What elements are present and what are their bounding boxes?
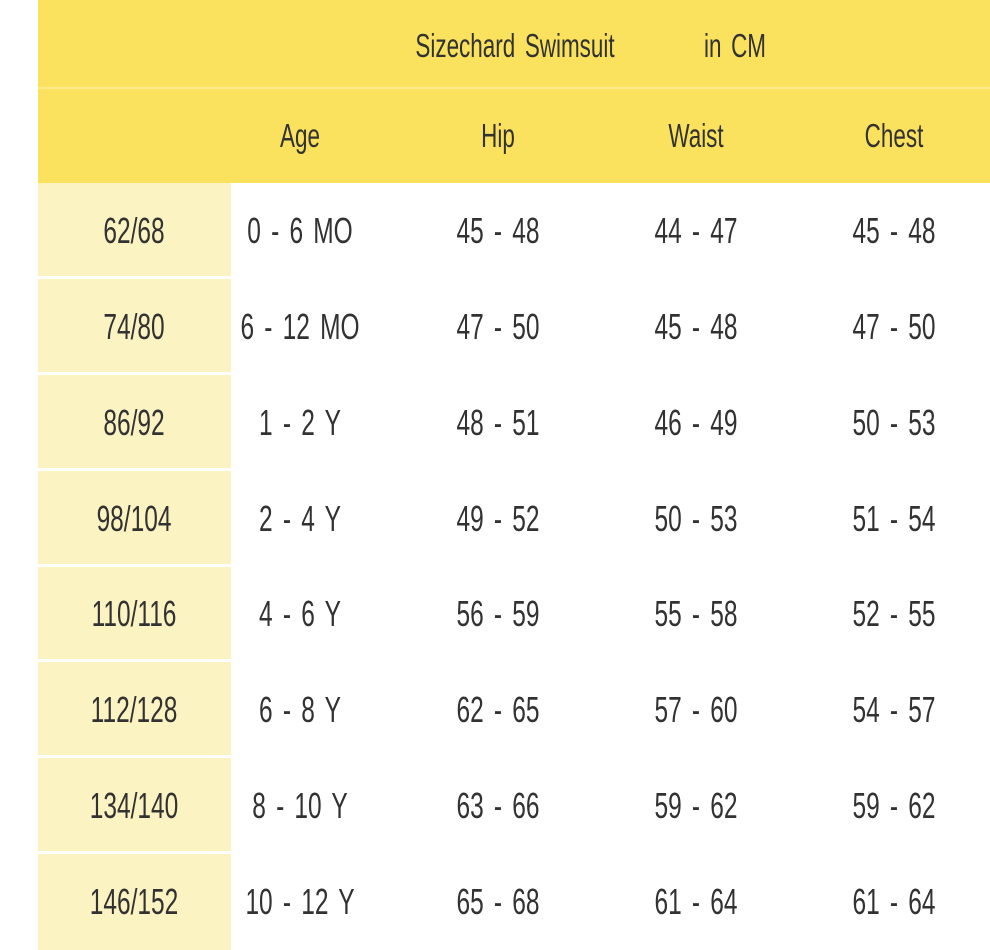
table-row [38, 375, 990, 471]
size-cell: 62/68 [103, 209, 165, 251]
waist-cell: 46 - 49 [654, 401, 738, 443]
age-cell: 4 - 6 Y [259, 593, 341, 635]
waist-cell: 61 - 64 [654, 881, 738, 923]
hip-cell: 65 - 68 [456, 881, 540, 923]
hip-cell: 49 - 52 [456, 497, 540, 539]
table-row [38, 183, 990, 279]
table-body [38, 183, 990, 950]
hip-cell: 63 - 66 [456, 785, 540, 827]
table-row [38, 758, 990, 854]
size-cell: 98/104 [96, 497, 172, 539]
hip-cell: 48 - 51 [456, 401, 540, 443]
waist-cell: 45 - 48 [654, 305, 738, 347]
chest-cell: 45 - 48 [852, 209, 936, 251]
table-row [38, 662, 990, 758]
waist-cell: 50 - 53 [654, 497, 738, 539]
table-row [38, 854, 990, 950]
size-cell: 112/128 [90, 689, 178, 731]
age-cell: 0 - 6 MO [247, 209, 353, 251]
hip-cell: 45 - 48 [456, 209, 540, 251]
age-cell: 2 - 4 Y [259, 497, 341, 539]
column-header-chest: Chest [864, 117, 924, 154]
column-header-age: Age [280, 117, 320, 154]
table-row [38, 567, 990, 663]
size-cell: 110/116 [91, 593, 177, 635]
size-cell: 134/140 [89, 785, 179, 827]
age-cell: 10 - 12 Y [245, 881, 355, 923]
chest-cell: 52 - 55 [852, 593, 936, 635]
hip-cell: 47 - 50 [456, 305, 540, 347]
chest-cell: 51 - 54 [852, 497, 936, 539]
chest-cell: 59 - 62 [852, 785, 936, 827]
unit-label: in CM [703, 27, 767, 64]
age-cell: 6 - 12 MO [240, 305, 360, 347]
waist-cell: 44 - 47 [654, 209, 738, 251]
hip-cell: 56 - 59 [456, 593, 540, 635]
table-row [38, 471, 990, 567]
waist-cell: 59 - 62 [654, 785, 738, 827]
chest-cell: 47 - 50 [852, 305, 936, 347]
size-cell: 74/80 [103, 305, 165, 347]
size-cell: 86/92 [103, 401, 165, 443]
age-cell: 1 - 2 Y [259, 401, 341, 443]
age-cell: 8 - 10 Y [252, 785, 348, 827]
table-header [38, 0, 990, 183]
chest-cell: 61 - 64 [852, 881, 936, 923]
column-header-waist: Waist [668, 117, 724, 154]
column-header-hip: Hip [481, 117, 515, 154]
age-cell: 6 - 8 Y [259, 689, 341, 731]
waist-cell: 55 - 58 [654, 593, 738, 635]
table-row [38, 279, 990, 375]
chest-cell: 50 - 53 [852, 401, 936, 443]
waist-cell: 57 - 60 [654, 689, 738, 731]
hip-cell: 62 - 65 [456, 689, 540, 731]
chest-cell: 54 - 57 [852, 689, 936, 731]
chart-title: Sizechard Swimsuit [415, 27, 615, 64]
size-cell: 146/152 [89, 881, 179, 923]
header-divider [38, 87, 990, 89]
